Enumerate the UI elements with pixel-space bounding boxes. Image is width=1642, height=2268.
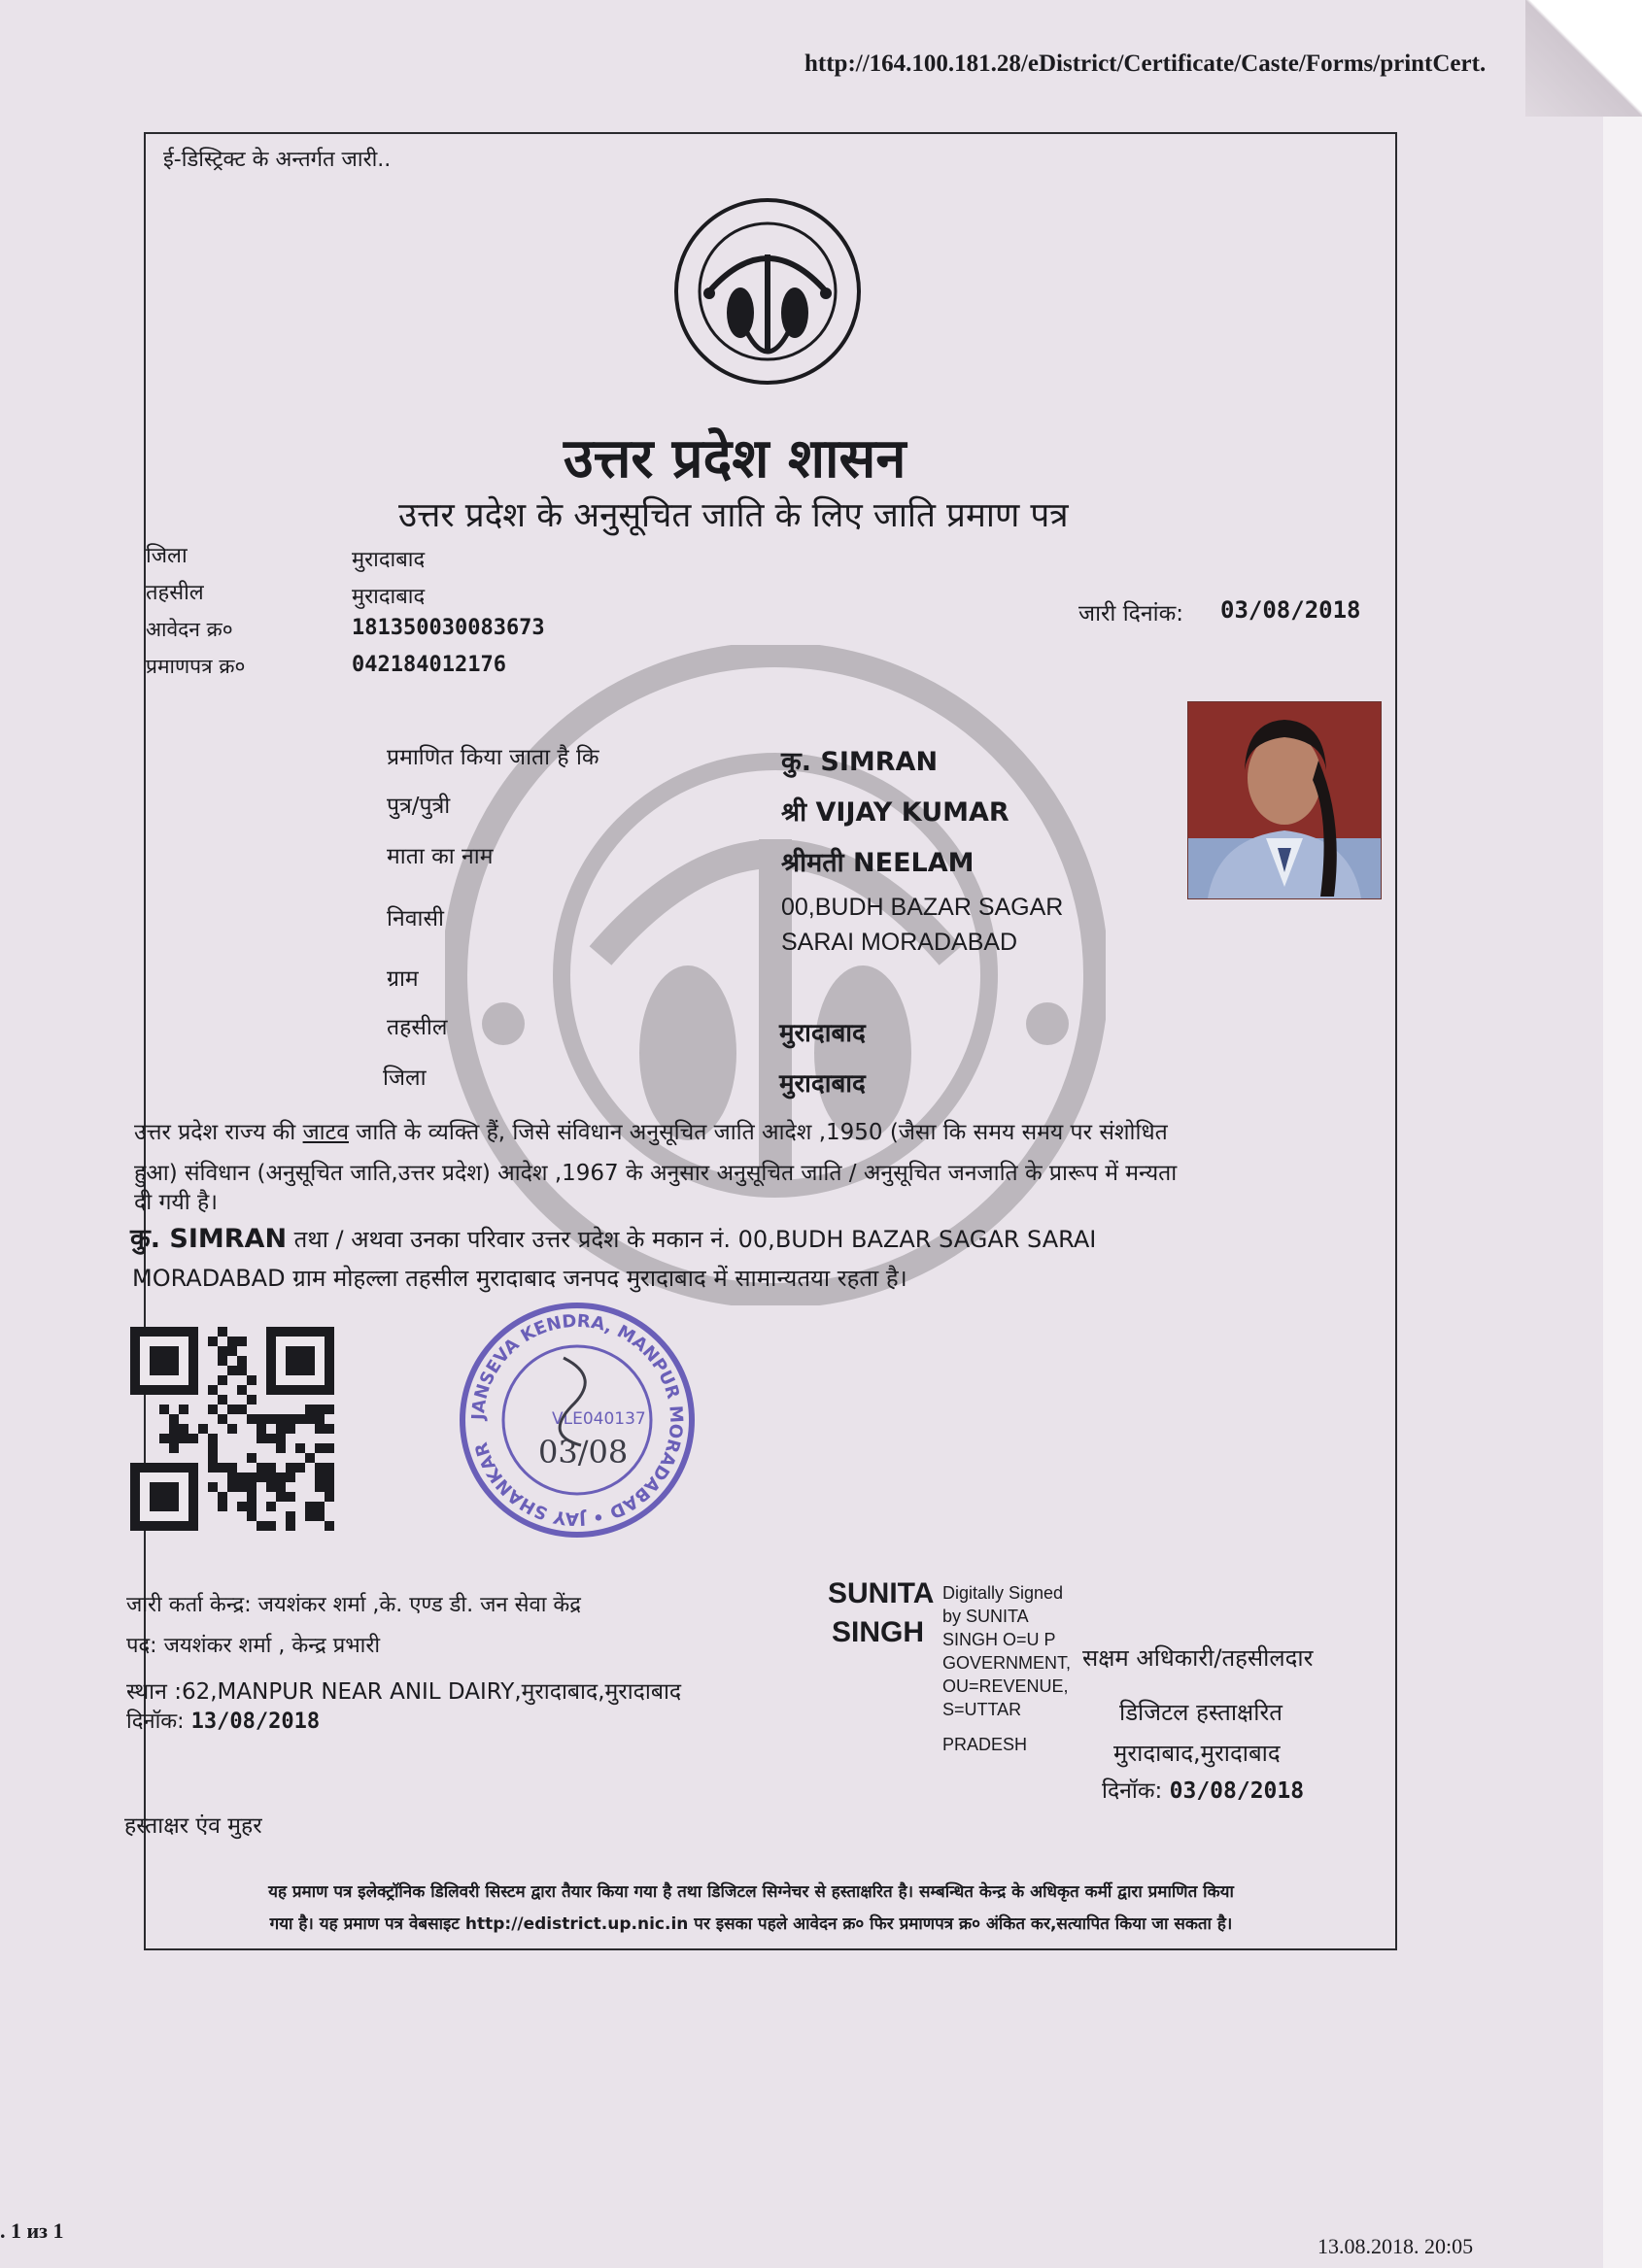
mother-label: माता का नाम bbox=[387, 844, 494, 869]
tehsil-value: मुरादाबाद bbox=[352, 585, 426, 609]
application-no-value: 181350030083673 bbox=[352, 616, 545, 640]
resident-value-line1: 00,BUDH BAZAR SAGAR bbox=[781, 894, 1064, 921]
issuer-post bbox=[126, 1630, 380, 1659]
mother-value: श्रीमती NEELAM bbox=[781, 848, 975, 878]
digital-line: PRADESH bbox=[942, 1735, 1028, 1754]
page-indicator: . 1 из 1 bbox=[0, 2218, 64, 2243]
footer-note-line-1: यह प्रमाण पत्र इलेक्ट्रॉनिक डिलिवरी सिस्टम द्वारा तैयार किया गया है तथा डिजिटल सिग्नेचर से हस्ताक्षरित है। सम्बन्धित केन्द्र के अधिकृत कर्मी द्वारा प्रमाणित किया bbox=[268, 1882, 1234, 1902]
body-line-3: दी गयी है। bbox=[134, 1190, 218, 1215]
resident-label: निवासी bbox=[387, 906, 444, 931]
digital-line: S=UTTAR bbox=[942, 1700, 1022, 1719]
issuing-center-value: जयशंकर शर्मा ,के. एण्ड डी. जन सेवा केंद्र bbox=[257, 1593, 581, 1617]
paper-edge bbox=[1603, 117, 1642, 2268]
body-line-1-end: जाति के व्यक्ति हैं, जिसे संविधान अनुसूचित जाति आदेश ,1950 (जैसा कि समय समय पर संशोधित bbox=[348, 1120, 1168, 1145]
signature-place: मुरादाबाद,मुरादाबाद bbox=[1113, 1740, 1281, 1767]
digital-signature-details bbox=[942, 1581, 1071, 1756]
digitally-signed-label: डिजिटल हस्ताक्षरित bbox=[1119, 1699, 1283, 1726]
stamp-ring-text: JANSEVA KENDRA, MANPUR MORADABAD • JAY SHANKAR bbox=[467, 1310, 687, 1530]
body-line-1-start: उत्तर प्रदेश राज्य की bbox=[134, 1120, 303, 1145]
authority-title: सक्षम अधिकारी/तहसीलदार bbox=[1082, 1644, 1314, 1672]
certificate-title: उत्तर प्रदेश शासन bbox=[564, 427, 907, 491]
detail-district-label: जिला bbox=[383, 1066, 427, 1091]
body-line-5: MORADABAD ग्राम मोहल्ला तहसील मुरादाबाद जनपद मुरादाबाद में सामान्यतया रहता है। bbox=[132, 1265, 907, 1292]
jan-seva-kendra-stamp-icon bbox=[457, 1300, 698, 1540]
sign-and-seal-label: हस्ताक्षर एंव मुहर bbox=[124, 1813, 262, 1839]
issuer-place-label: स्थान : bbox=[126, 1679, 182, 1705]
footer-note-line-2: गया है। यह प्रमाण पत्र वेबसाइट http://edistrict.up.nic.in पर इसका पहले आवेदन क्र० फिर प्रमाणपत्र क्र० अंकित कर,सत्यापित किया जा सकता है। bbox=[269, 1914, 1233, 1934]
qr-code-icon bbox=[130, 1327, 334, 1531]
signer-last-name: SINGH bbox=[832, 1616, 925, 1648]
issuer-date bbox=[126, 1706, 320, 1735]
district-label: जिला bbox=[146, 544, 188, 568]
resident-name: कु. SIMRAN bbox=[130, 1224, 288, 1254]
issue-date-value: 03/08/2018 bbox=[1220, 596, 1361, 624]
footer-note bbox=[124, 1877, 1378, 1941]
digital-line: GOVERNMENT, bbox=[942, 1653, 1072, 1673]
issued-under-text: ई-डिस्ट्रिक्ट के अन्तर्गत जारी.. bbox=[163, 148, 392, 172]
child-of-value: श्री VIJAY KUMAR bbox=[781, 797, 1009, 828]
issuing-center-label: जारी कर्ता केन्द्र: bbox=[126, 1593, 252, 1617]
signature-date-label: दिनॉक: bbox=[1102, 1778, 1163, 1804]
issue-date-label: जारी दिनांक: bbox=[1078, 601, 1184, 626]
digital-line: by SUNITA bbox=[942, 1607, 1029, 1626]
detail-district-value: मुरादाबाद bbox=[779, 1069, 866, 1099]
village-label: ग्राम bbox=[387, 966, 419, 992]
tehsil-label: तहसील bbox=[146, 581, 204, 605]
print-url: http://164.100.181.28/eDistrict/Certificate/Caste/Forms/printCert. bbox=[804, 51, 1487, 77]
issuer-date-label: दिनॉक: bbox=[126, 1709, 185, 1734]
signature-date bbox=[1102, 1774, 1304, 1805]
stamp-date: 03/08 bbox=[538, 1434, 629, 1471]
issuing-center bbox=[126, 1589, 581, 1618]
body-line-1 bbox=[134, 1115, 1168, 1150]
signer-first-name: SUNITA bbox=[828, 1577, 935, 1609]
stamp-code: VLE040137 bbox=[552, 1409, 646, 1429]
digital-line: SINGH O=U P bbox=[942, 1630, 1056, 1649]
application-no-label: आवेदन क्र० bbox=[146, 618, 233, 641]
issuer-post-value: जयशंकर शर्मा , केन्द्र प्रभारी bbox=[163, 1634, 381, 1658]
child-of-label: पुत्र/पुत्री bbox=[387, 794, 451, 819]
certificate-subtitle: उत्तर प्रदेश के अनुसूचित जाति के लिए जाति प्रमाण पत्र bbox=[398, 496, 1069, 535]
print-timestamp: 13.08.2018. 20:05 bbox=[1317, 2234, 1474, 2258]
paper-fold bbox=[1525, 0, 1642, 117]
certify-value: कु. SIMRAN bbox=[781, 747, 939, 777]
signature-date-value: 03/08/2018 bbox=[1169, 1778, 1305, 1804]
issuer-place bbox=[126, 1675, 681, 1706]
district-value: मुरादाबाद bbox=[352, 548, 426, 572]
certify-label: प्रमाणित किया जाता है कि bbox=[387, 745, 599, 770]
certificate-no-label: प्रमाणपत्र क्र० bbox=[146, 655, 246, 678]
digital-line: Digitally Signed bbox=[942, 1583, 1064, 1603]
body-line-4-rest: तथा / अथवा उनका परिवार उत्तर प्रदेश के मकान नं. 00,BUDH BAZAR SAGAR SARAI bbox=[287, 1226, 1097, 1253]
body-line-4 bbox=[130, 1222, 1096, 1257]
applicant-photo bbox=[1187, 701, 1382, 899]
digital-line: OU=REVENUE, bbox=[942, 1676, 1069, 1696]
resident-value-line2: SARAI MORADABAD bbox=[781, 929, 1018, 956]
caste-name: जाटव bbox=[302, 1120, 349, 1145]
body-line-2: हुआ) संविधान (अनुसूचित जाति,उत्तर प्रदेश) आदेश ,1967 के अनुसार अनुसूचित जाति / अनुसूचित जनजाति के प्रारूप में मन्यता bbox=[134, 1161, 1178, 1186]
certificate-no-value: 042184012176 bbox=[352, 653, 506, 677]
detail-tehsil-label: तहसील bbox=[387, 1015, 448, 1040]
issuer-post-label: पद: bbox=[126, 1634, 157, 1658]
issuer-date-value: 13/08/2018 bbox=[190, 1709, 321, 1734]
detail-tehsil-value: मुरादाबाद bbox=[779, 1019, 866, 1048]
issuer-place-value: 62,MANPUR NEAR ANIL DAIRY,मुरादाबाद,मुरादाबाद bbox=[181, 1679, 682, 1705]
